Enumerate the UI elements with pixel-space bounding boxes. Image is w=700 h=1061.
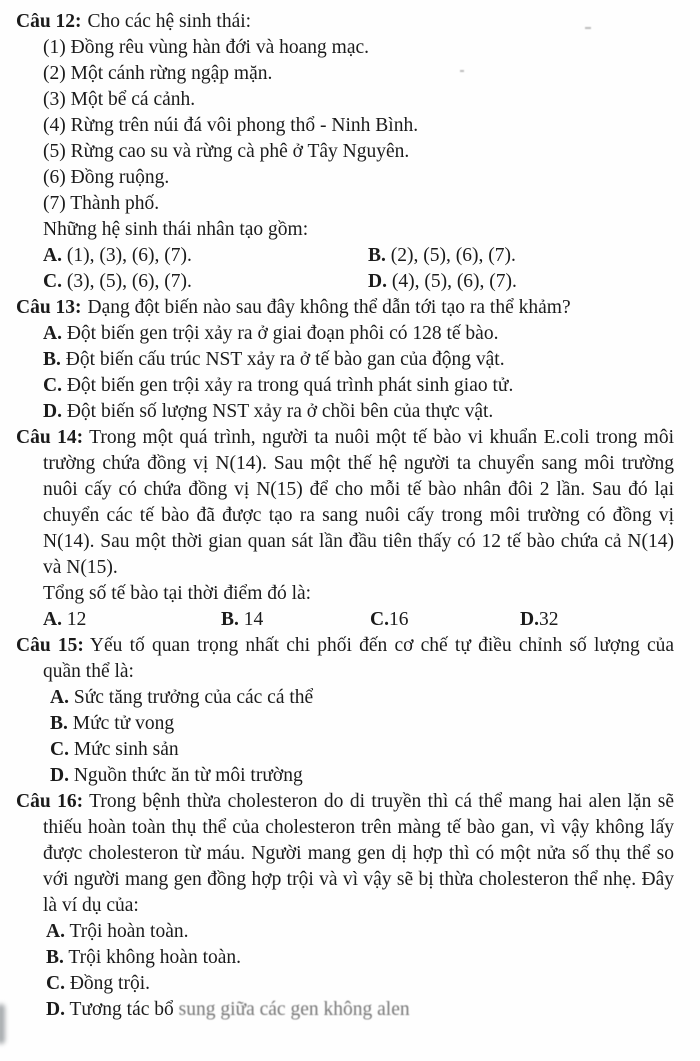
- option-text: 14: [238, 609, 264, 630]
- question-number: Câu 14:: [16, 427, 84, 448]
- answer-option: [43, 607, 221, 633]
- answer-option: [43, 347, 674, 373]
- scan-smudge-artifact: [0, 1004, 5, 1044]
- option-text: Tương tác bổ: [64, 999, 179, 1020]
- question-heading: [16, 425, 674, 581]
- option-letter: A.: [46, 921, 65, 942]
- answer-option: [221, 607, 370, 633]
- question-heading: [16, 9, 674, 35]
- question-stem: Trong một quá trình, người ta nuôi một tế bào vi khuẩn E.coli trong môi trường chứa đồng vị N(14). Sau một thế hệ người ta chuyển sang môi trường nuôi cấy có chứa đồng vị N(15) để cho mỗi tế bào nhân đôi 2 lần. Sau đó lại chuyển các tế bào đã được tạo ra sang nuôi cấy trong môi trường có đồng vị N(14). Sau một thời gian quan sát lần đầu tiên thấy có 12 tế bào chứa cả N(14) và N(15).: [43, 427, 674, 578]
- option-text: (3), (5), (6), (7).: [61, 271, 192, 292]
- option-letter: C.: [50, 739, 69, 760]
- answer-option: [370, 607, 520, 633]
- option-text: (2), (5), (6), (7).: [385, 245, 516, 266]
- answer-option: [520, 607, 674, 633]
- option-letter: C.: [370, 609, 389, 630]
- option-text-faded: sung giữa các gen không alen: [178, 999, 410, 1020]
- list-item: (7) Thành phố.: [43, 193, 160, 214]
- list-item: (2) Một cánh rừng ngập mặn.: [43, 63, 273, 84]
- option-letter: C.: [43, 271, 62, 292]
- answer-option: [368, 243, 674, 269]
- answer-option: [50, 711, 674, 737]
- answer-option: [43, 269, 368, 295]
- option-letter: B.: [368, 245, 386, 266]
- option-text: Đột biến gen trội xảy ra trong quá trình phát sinh giao tử.: [61, 375, 514, 396]
- answer-option: [46, 971, 674, 997]
- list-item: (3) Một bể cá cảnh.: [43, 89, 196, 110]
- option-letter: D.: [43, 401, 62, 422]
- option-text: (4), (5), (6), (7).: [386, 271, 517, 292]
- option-text: 12: [61, 609, 87, 630]
- question-number: Câu 15:: [16, 635, 84, 656]
- option-letter: D.: [368, 271, 387, 292]
- option-letter: C.: [46, 973, 65, 994]
- answer-option: [50, 737, 674, 763]
- list-item: (5) Rừng cao su và rừng cà phê ở Tây Nguyên.: [43, 141, 410, 162]
- option-text: Mức sinh sản: [68, 739, 179, 760]
- question-number: Câu 12:: [16, 11, 82, 32]
- option-letter: B.: [221, 609, 239, 630]
- scan-speck-artifact: [585, 27, 591, 29]
- question-12: [8, 9, 674, 295]
- option-letter: D.: [46, 999, 65, 1020]
- option-text: Đột biến số lượng NST xảy ra ở chồi bên của thực vật.: [61, 401, 494, 422]
- answer-option: [46, 997, 674, 1023]
- option-letter: A.: [43, 323, 62, 344]
- option-letter: B.: [50, 713, 68, 734]
- option-letter: A.: [50, 687, 69, 708]
- option-text: Trội hoàn toàn.: [64, 921, 189, 942]
- question-13: [8, 295, 674, 425]
- answer-option: [46, 919, 674, 945]
- option-letter: D.: [520, 609, 539, 630]
- option-text: Mức tử vong: [67, 713, 175, 734]
- question-14: [8, 425, 674, 633]
- option-text: (1), (3), (6), (7).: [61, 245, 192, 266]
- question-heading: [16, 633, 675, 685]
- option-text: Nguồn thức ăn từ môi trường: [68, 765, 303, 786]
- question-stem-continued: Tổng số tế bào tại thời điểm đó là:: [43, 583, 312, 604]
- question-16: [8, 789, 674, 1023]
- answer-option: [50, 763, 674, 789]
- answer-option: [368, 269, 674, 295]
- answer-option: [43, 243, 368, 269]
- options-row: [43, 607, 674, 633]
- option-text: Đột biến gen trội xảy ra ở giai đoạn phôi có 128 tế bào.: [61, 323, 499, 344]
- question-heading: [16, 789, 674, 919]
- options-grid: [43, 243, 674, 295]
- question-15: [8, 633, 674, 789]
- answer-option: [43, 399, 674, 425]
- answer-option: [43, 321, 674, 347]
- option-text: Đột biến cấu trúc NST xảy ra ở tế bào gan của động vật.: [60, 349, 505, 370]
- option-letter: A.: [43, 245, 62, 266]
- list-item: (6) Đồng ruộng.: [43, 167, 170, 188]
- question-stem: Cho các hệ sinh thái:: [87, 11, 252, 32]
- question-stem: Trong bệnh thừa cholesteron do di truyền thì cá thể mang hai alen lặn sẽ thiếu hoàn toàn thụ thể của cholesteron trên màng tế bào gan, vì vậy không lấy được cholesteron từ máu. Người mang gen dị hợp thì có một nửa số thụ thể so với người mang gen đồng hợp trội và vì vậy sẽ bị thừa cholesteron thể nhẹ. Đây là ví dụ của:: [43, 791, 674, 916]
- question-stem: Yếu tố quan trọng nhất chi phối đến cơ chế tự điều chỉnh số lượng của quần thể là:: [43, 635, 675, 682]
- question-number: Câu 16:: [16, 791, 84, 812]
- option-text: Trội không hoàn toàn.: [63, 947, 242, 968]
- option-letter: A.: [43, 609, 62, 630]
- option-letter: B.: [43, 349, 61, 370]
- option-text: 32: [538, 609, 559, 630]
- question-number: Câu 13:: [16, 297, 82, 318]
- option-letter: D.: [50, 765, 69, 786]
- list-item: (1) Đồng rêu vùng hàn đới và hoang mạc.: [43, 37, 370, 58]
- question-stem: Dạng đột biến nào sau đây không thể dẫn tới tạo ra thể khảm?: [87, 297, 571, 318]
- answer-option: [43, 373, 674, 399]
- scan-speck-artifact: [460, 70, 464, 72]
- answer-option: [50, 685, 674, 711]
- question-prompt: Những hệ sinh thái nhân tạo gồm:: [43, 219, 309, 240]
- question-heading: [16, 295, 674, 321]
- option-letter: C.: [43, 375, 62, 396]
- list-item: (4) Rừng trên núi đá vôi phong thổ - Ninh Bình.: [43, 115, 419, 136]
- answer-option: [46, 945, 674, 971]
- option-text: 16: [388, 609, 409, 630]
- option-text: Sức tăng trưởng của các cá thể: [68, 687, 314, 708]
- option-letter: B.: [46, 947, 64, 968]
- option-text: Đồng trội.: [64, 973, 151, 994]
